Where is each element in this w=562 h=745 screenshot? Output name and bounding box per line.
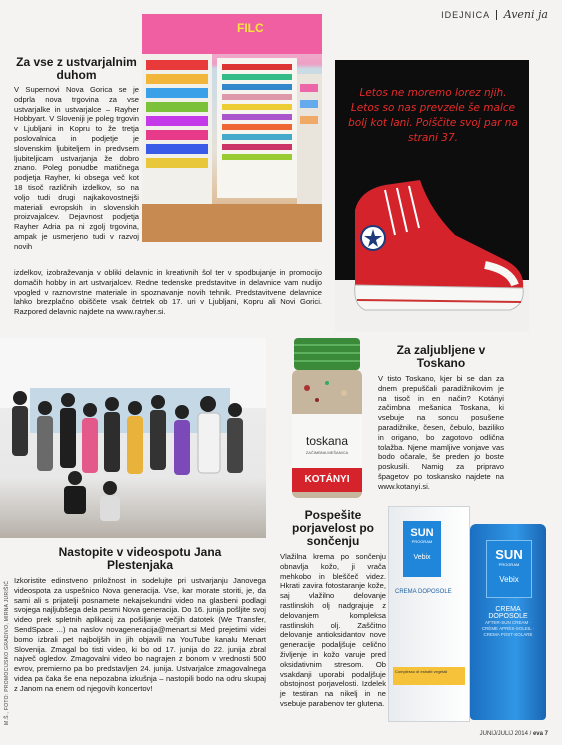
page-footer [480,731,548,737]
article-store-body: V Supernovi Nova Gorica se je odprla nova trgovina za vse ustvarjalke in ustvarjalce – Rayher Hobbyart. V Sloveniji je poleg trgovin v Ljubljani in Kopru to že tretja poslovalnica in podjetje je slovenskim ljubiteljem in predvsem ljubiteljicam ustvarjanja že dobro znano. Poleg ponudbe matičnega podjetja Rayher, ki obsega več kot 18 tisoč različnih izdelkov, so na voljo tudi drugi najkakovostnejši materiali evropskih in slovenskih proizvajalcev. Dejavnost podjetja Rayher Adria pa ni zgolj trgovina, ampak je usmerjeno tudi v razvoj novih [14,85,139,251]
converse-ad [335,60,529,332]
article-sun-body: Vlažilna krema po sončenju obnavlja kožo, ji vrača mehkobo in bleščeč videz. Hkrati zavira fotostaranje kože, saj vlažilno delovanje rastlinskih olj nadgrajuje z delovanjem kompleksa rastlinskih olj. Zaščitno delovanje antioksidantov nove generacije podaljšuje celično življenje in kožo varuje pred oksidativnim stresom. Ob vsakdanji uporabi podaljšuje obstojnost porjavelosti. Izdelek je testiran na nikelj in ne vsebuje parabenov ter glutena. [280,552,386,708]
store-photo [142,14,322,242]
tube-sun-label: SUN [495,547,523,562]
article-store-body-wide: izdelkov, izobraževanja v obliki delavnic in kreativnih šol ter v spodbujanje in promocijo domačih hobby in art ustvarjalcev. Redne tedenske predstavitve in delavnice vam nudijo vpogled v raznovrstne materiale in spoznavanje novih tehnik. Predstavitvene delavnice lahko brezplačno obiščete vsak četrtek ob 17. uri v Ljubljani, Kopru ali Novi Gorici. Razpored delavnic najdete na www.rayher.si. [14,268,322,317]
article-sun-title: Pospešite porjavelost po sončenju [291,508,374,548]
dancers-photo [0,338,266,538]
svg-text:FILC: FILC [237,21,264,35]
box-note: Complesso di estratti vegetali [393,667,465,685]
article-store [14,56,139,252]
article-video [14,546,266,694]
jar-subtitle: ZAČIMBNA MEŠANICA [305,450,349,455]
article-video-title: Nastopite v videospotu Jana Plestenjaka [58,545,222,572]
article-sun [280,509,386,709]
tube-product-lines: AFTER-SUN CREAM · CRÈME APRÈS-SOLEIL · CREMA POST-SOLARE [481,620,535,637]
article-toskana-body: V tisto Toskano, kjer bi se dan za dnem prepuščali paradižnikovim je na tisoč in en način? Kotányi začimbna mešanica Toskana, ki vsebuje na soncu posušene paradižnike, česen, čebulo, baziliko in origano, bo zagotovo odlična tolažba. Njene mamljive vonjave vas bodo očarale, še preden jo boste poskusili. Namig za pripravo špagetov po toskansko najdete na www.kotanyi.si. [378,374,504,491]
tube-brand-label: Vebix [499,575,519,584]
article-store-title: Za vse z ustvarjalnim duhom [16,55,137,82]
sun-product-tube [470,524,546,720]
box-product-name: CREMA DOPOSOLE [395,589,452,595]
tube-program-label: PROGRAM [498,562,520,567]
jar-brand: KOTÁNYI [304,474,350,485]
jar-name: toskana [305,434,349,448]
brand-name: Aveni ja [503,8,548,21]
box-sun-label: SUN [410,527,434,539]
footer-date: JUNIJ/JULIJ 2014 / [479,731,532,737]
box-program-label: PROGRAM [411,539,433,544]
sun-product-box [388,506,470,722]
article-video-body: Izkoristite edinstveno priložnost in sodelujte pri ustvarjanju Janovega videospota za uspešnico Nova generacija. Vse, kar morate storiti, je, da sami ali s prijatelji posnamete nekajsekundni video na glasbeni podlagi svojega najljubšega dela pesmi Nova generacija. Do 16. junija pošljite svoj video prek spletnih aplikacij za pošiljanje večjih datotek (We Transfer, SendSpace ...) na naslov novageneracija@menart.si Med prejetimi videi bomo izbrali pet najboljših in jih objavili na YouTube kanalu Menart Slovenija. Zmagal bo tisti video, ki bo od 17. junija do 22. junija zbral največ ogledov. Zmagovalni video bo nagrajen z bonom v vrednosti 500 evrov, premierno pa bo predstavljen 24. junija. Ustvarjalce zmagovalnega videa pa čaka še ena nepozabna izkušnja – nastopili bodo na odru skupaj z Janom na enem od njegovih koncertov! [14,576,266,693]
converse-ad-text: Letos ne moremo lorez njih. Letos so nas prevzele še malce bolj kot lani. Poiščite svoj par na strani 37. [348,87,518,144]
photo-credits: M.Š., FOTO: PROMOCIJSKO GRADIVO, MIRNA JURIŠIĆ [4,580,10,725]
spice-jar-image [282,338,372,500]
article-toskana [378,344,504,492]
article-toskana-title: Za zaljubljene v Toskano [396,343,486,370]
section-header [441,8,548,21]
footer-mag: eva [532,731,543,737]
footer-page: 7 [544,731,548,737]
section-name: IDEJNICA [441,10,490,20]
box-brand-label: Vebix [413,554,431,561]
sneaker-illustration [335,60,529,332]
article-store-continued [14,268,322,317]
tube-product-name: CREMA DOPOSOLE [488,606,528,620]
